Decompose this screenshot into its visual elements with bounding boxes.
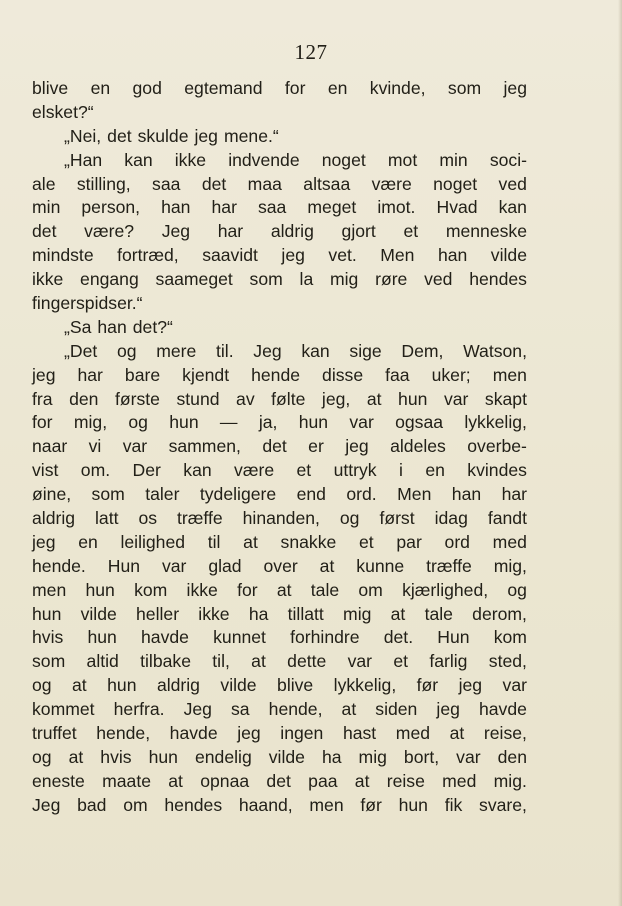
word: Der bbox=[132, 460, 161, 481]
word: han bbox=[437, 245, 468, 266]
word: vilde bbox=[490, 245, 527, 266]
word: og bbox=[128, 412, 148, 433]
word: bad bbox=[77, 794, 107, 815]
word: kom bbox=[493, 627, 527, 648]
word: av bbox=[236, 388, 255, 409]
word: stund bbox=[176, 388, 220, 409]
word: ja, bbox=[258, 412, 278, 433]
text-line bbox=[32, 196, 527, 220]
word: Dem, bbox=[401, 340, 444, 361]
word: øine, bbox=[32, 484, 72, 505]
word: blive bbox=[32, 78, 69, 98]
word: taler bbox=[145, 484, 180, 505]
word: tale bbox=[424, 603, 453, 624]
word: reise, bbox=[483, 723, 527, 744]
text-line bbox=[32, 650, 527, 674]
word: kunnet bbox=[213, 627, 266, 648]
word: ved bbox=[424, 269, 453, 290]
word: saameget bbox=[155, 269, 233, 290]
word: stilling, bbox=[76, 173, 131, 194]
word: mere bbox=[156, 340, 197, 361]
word: ord bbox=[444, 531, 470, 552]
word: at bbox=[449, 723, 465, 744]
word: først bbox=[379, 508, 415, 529]
word: har bbox=[211, 197, 237, 218]
word: ha bbox=[248, 603, 269, 624]
word: ikke bbox=[174, 149, 207, 170]
word: hun bbox=[107, 675, 137, 696]
word: herfra. bbox=[113, 699, 165, 720]
word: til, bbox=[212, 651, 230, 672]
word: mig. bbox=[493, 770, 527, 791]
word: det. bbox=[383, 627, 414, 648]
word: vist bbox=[32, 460, 59, 481]
word: „Sa bbox=[64, 316, 92, 337]
word: eneste bbox=[32, 770, 85, 791]
word: kan bbox=[301, 340, 330, 361]
word: være? bbox=[84, 221, 135, 242]
word: jeg bbox=[194, 125, 218, 146]
word: hun bbox=[298, 412, 329, 433]
word: paa bbox=[308, 770, 338, 791]
word: hun bbox=[398, 388, 428, 409]
word: aldrig bbox=[156, 675, 200, 696]
word: for bbox=[237, 579, 258, 600]
word: jeg bbox=[503, 78, 527, 98]
word: fandt bbox=[487, 508, 527, 529]
word: hun bbox=[169, 412, 199, 433]
word: at bbox=[68, 746, 84, 767]
word: med bbox=[442, 770, 477, 791]
word: bare bbox=[124, 364, 161, 385]
text-body bbox=[32, 77, 527, 818]
word: Hun bbox=[107, 555, 141, 576]
word: det?“ bbox=[132, 316, 173, 337]
word: havde bbox=[478, 699, 527, 720]
word: var bbox=[349, 412, 374, 433]
word: ikke bbox=[32, 269, 64, 290]
word: at bbox=[276, 579, 292, 600]
text-line bbox=[32, 770, 527, 794]
word: menneske bbox=[445, 221, 527, 242]
word: var bbox=[347, 651, 373, 672]
text-line bbox=[32, 340, 527, 364]
word: indvende bbox=[228, 149, 300, 170]
word: tilbake bbox=[140, 651, 191, 672]
word: men bbox=[492, 364, 527, 385]
text-line bbox=[32, 555, 527, 579]
word: mig, bbox=[493, 555, 527, 576]
word: første bbox=[114, 388, 160, 409]
word: det bbox=[107, 125, 132, 146]
text-line bbox=[32, 483, 527, 507]
text-line bbox=[32, 794, 527, 818]
word: latt bbox=[95, 508, 119, 529]
word: altid bbox=[86, 651, 119, 672]
text-line bbox=[32, 292, 527, 316]
word: meget bbox=[307, 197, 357, 218]
word: noget bbox=[321, 149, 366, 170]
word: kan bbox=[498, 197, 527, 218]
word: person, bbox=[81, 197, 141, 218]
word: kunne bbox=[356, 555, 405, 576]
text-line bbox=[32, 364, 527, 388]
word: Jeg bbox=[32, 794, 61, 815]
word: „Nei, bbox=[64, 125, 102, 146]
word: blive bbox=[277, 675, 314, 696]
word: et bbox=[359, 531, 374, 552]
word: uttryk bbox=[333, 460, 377, 481]
word: opnaa bbox=[200, 770, 250, 791]
word: maate bbox=[102, 770, 151, 791]
word: til. bbox=[215, 340, 234, 361]
text-line bbox=[32, 388, 527, 412]
word: med bbox=[492, 531, 527, 552]
word: snakke bbox=[280, 531, 337, 552]
word: gjort bbox=[341, 221, 376, 242]
word: ved bbox=[498, 173, 527, 194]
word: men bbox=[309, 794, 344, 815]
word: han bbox=[451, 484, 482, 505]
text-line bbox=[32, 603, 527, 627]
word: min bbox=[32, 197, 61, 218]
word: aldrig bbox=[32, 508, 76, 529]
word: ikke bbox=[186, 579, 218, 600]
word: mindste bbox=[32, 245, 94, 266]
word: derom, bbox=[472, 603, 527, 624]
word: leilighed bbox=[120, 531, 186, 552]
text-line bbox=[32, 626, 527, 650]
word: et bbox=[393, 651, 409, 672]
word: Jeg bbox=[161, 221, 191, 242]
word: mig bbox=[329, 269, 359, 290]
word: var bbox=[502, 675, 527, 696]
word: at bbox=[319, 555, 335, 576]
word: kvindes bbox=[467, 460, 527, 481]
word: den bbox=[497, 746, 527, 767]
text-line bbox=[32, 244, 527, 268]
word: har bbox=[501, 484, 527, 505]
word: kom bbox=[134, 579, 168, 600]
text-line bbox=[32, 77, 527, 101]
word: mene.“ bbox=[223, 125, 279, 146]
word: jeg bbox=[32, 531, 56, 552]
text-line bbox=[32, 746, 527, 770]
word: jeg bbox=[458, 675, 483, 696]
word: saavidt bbox=[202, 245, 258, 266]
word: hun bbox=[398, 794, 428, 815]
word: Men bbox=[397, 484, 432, 505]
text-line bbox=[32, 435, 527, 459]
word: hvis bbox=[100, 746, 132, 767]
word: overbe- bbox=[467, 436, 527, 457]
word: forhindre bbox=[290, 627, 360, 648]
word: er bbox=[308, 436, 324, 457]
word: fik bbox=[444, 794, 463, 815]
word: maa bbox=[247, 173, 282, 194]
word: havde bbox=[169, 723, 218, 744]
word: var bbox=[161, 555, 187, 576]
word: før bbox=[416, 675, 439, 696]
word: følte bbox=[271, 388, 306, 409]
word: var bbox=[122, 436, 148, 457]
word: som bbox=[91, 484, 125, 505]
word: den bbox=[69, 388, 99, 409]
word: reise bbox=[386, 770, 425, 791]
word: hendes bbox=[469, 269, 527, 290]
word: mot bbox=[387, 149, 418, 170]
word: glad bbox=[208, 555, 242, 576]
word: tale bbox=[310, 579, 340, 600]
word: hun bbox=[32, 603, 62, 624]
word: et bbox=[296, 460, 312, 481]
word: sige bbox=[349, 340, 382, 361]
word: hendes bbox=[164, 794, 223, 815]
word: for bbox=[284, 78, 306, 98]
word: engang bbox=[80, 269, 139, 290]
word: aldrig bbox=[270, 221, 314, 242]
word: kan bbox=[183, 460, 212, 481]
word: en bbox=[425, 460, 445, 481]
word: jeg bbox=[32, 364, 56, 385]
word: jeg bbox=[281, 245, 305, 266]
word: kommet bbox=[32, 699, 95, 720]
word: være bbox=[234, 460, 275, 481]
word: ord. bbox=[346, 484, 377, 505]
word: elsket?“ bbox=[32, 101, 94, 122]
word: før bbox=[360, 794, 382, 815]
word: end bbox=[296, 484, 326, 505]
text-line bbox=[32, 125, 527, 149]
word: at bbox=[251, 651, 266, 672]
word: Hvad bbox=[436, 197, 478, 218]
word: træffe bbox=[426, 555, 472, 576]
word: dette bbox=[287, 651, 327, 672]
word: lykkelig, bbox=[464, 412, 527, 433]
word: mig bbox=[358, 746, 387, 767]
word: Jeg bbox=[183, 699, 212, 720]
word: en bbox=[78, 531, 98, 552]
word: imot. bbox=[377, 197, 416, 218]
word: bort, bbox=[403, 746, 440, 767]
word: det bbox=[201, 173, 227, 194]
word: saa bbox=[152, 173, 181, 194]
word: hende bbox=[251, 364, 301, 385]
word: ingen bbox=[280, 723, 324, 744]
word: vilde bbox=[268, 746, 305, 767]
text-line bbox=[32, 698, 527, 722]
word: — bbox=[219, 412, 238, 433]
word: til bbox=[207, 531, 221, 552]
word: og bbox=[116, 340, 137, 361]
word: ikke bbox=[198, 603, 230, 624]
word: disse bbox=[322, 364, 364, 385]
word: os bbox=[138, 508, 158, 529]
word: sa bbox=[231, 699, 250, 720]
word: haand, bbox=[238, 794, 293, 815]
word: kan bbox=[124, 149, 153, 170]
word: at bbox=[366, 388, 382, 409]
word: i bbox=[399, 460, 403, 481]
text-line bbox=[32, 220, 527, 244]
word: jeg, bbox=[321, 388, 351, 409]
word: fortræd, bbox=[117, 245, 179, 266]
word: om bbox=[358, 579, 383, 600]
page-edge-shadow bbox=[618, 0, 622, 906]
word: at bbox=[72, 675, 87, 696]
word: at bbox=[341, 699, 357, 720]
word: havde bbox=[141, 627, 189, 648]
word: idag bbox=[434, 508, 468, 529]
word: for bbox=[32, 412, 53, 433]
word: jeg bbox=[237, 723, 261, 744]
page-number: 127 bbox=[294, 40, 328, 64]
word: hinanden, bbox=[242, 508, 320, 529]
text-line bbox=[32, 674, 527, 698]
word: om bbox=[123, 794, 148, 815]
word: det bbox=[262, 436, 287, 457]
word: en bbox=[327, 78, 348, 98]
word: par bbox=[396, 531, 422, 552]
word: hende, bbox=[268, 699, 323, 720]
text-line bbox=[32, 149, 527, 173]
word: træffe bbox=[177, 508, 223, 529]
text-line bbox=[32, 173, 527, 197]
word: mig, bbox=[73, 412, 108, 433]
word: som bbox=[447, 78, 482, 98]
word: hun bbox=[87, 627, 117, 648]
word: la bbox=[299, 269, 314, 290]
word: „Det bbox=[64, 340, 98, 361]
word: mig bbox=[343, 603, 372, 624]
word: endelig bbox=[194, 746, 252, 767]
word: var bbox=[443, 388, 469, 409]
word: fingerspidser.“ bbox=[32, 293, 143, 314]
word: om. bbox=[80, 460, 111, 481]
word: det bbox=[266, 770, 291, 791]
word: kjærlighed, bbox=[402, 579, 489, 600]
word: jeg bbox=[345, 436, 369, 457]
word: hun bbox=[85, 579, 115, 600]
word: uker; bbox=[431, 364, 471, 385]
word: vilde bbox=[220, 675, 257, 696]
word: han bbox=[97, 316, 127, 337]
word: og bbox=[339, 508, 360, 529]
word: noget bbox=[433, 173, 478, 194]
word: kjendt bbox=[182, 364, 230, 385]
word: at bbox=[390, 603, 406, 624]
word: vi bbox=[88, 436, 102, 457]
text-line bbox=[32, 268, 527, 292]
word: heller bbox=[136, 603, 180, 624]
word: tydeligere bbox=[199, 484, 277, 505]
word: som bbox=[249, 269, 283, 290]
word: skulde bbox=[137, 125, 189, 146]
word: egtemand bbox=[184, 78, 263, 98]
text-line bbox=[32, 459, 527, 483]
word: fra bbox=[32, 388, 53, 409]
word: hende, bbox=[96, 723, 151, 744]
word: som bbox=[32, 651, 66, 672]
word: min bbox=[439, 149, 468, 170]
word: kvinde, bbox=[369, 78, 426, 98]
word: og bbox=[32, 746, 52, 767]
word: har bbox=[217, 221, 244, 242]
word: sammen, bbox=[168, 436, 241, 457]
word: ale bbox=[32, 173, 56, 194]
word: vilde bbox=[80, 603, 117, 624]
word: „Han bbox=[64, 149, 103, 170]
word: vet. bbox=[328, 245, 357, 266]
word: og bbox=[32, 675, 52, 696]
word: at bbox=[243, 531, 258, 552]
word: lykkelig, bbox=[333, 675, 397, 696]
word: hende. bbox=[32, 555, 86, 576]
word: et bbox=[403, 221, 419, 242]
word: at bbox=[354, 770, 370, 791]
word: jeg bbox=[436, 699, 460, 720]
word: med bbox=[395, 723, 431, 744]
word: aldeles bbox=[390, 436, 446, 457]
text-line bbox=[32, 507, 527, 531]
word: hun bbox=[148, 746, 178, 767]
text-line bbox=[32, 411, 527, 435]
word: det bbox=[32, 221, 57, 242]
word: men bbox=[32, 579, 67, 600]
word: Men bbox=[380, 245, 415, 266]
word: soci- bbox=[489, 149, 527, 170]
word: faa bbox=[385, 364, 410, 385]
word: god bbox=[132, 78, 162, 98]
text-line bbox=[32, 722, 527, 746]
text-line bbox=[32, 316, 527, 340]
word: og bbox=[507, 579, 527, 600]
word: siden bbox=[375, 699, 418, 720]
word: naar bbox=[32, 436, 68, 457]
word: svare, bbox=[479, 794, 527, 815]
word: en bbox=[90, 78, 111, 98]
word: over bbox=[263, 555, 298, 576]
word: røre bbox=[375, 269, 408, 290]
word: ogsaa bbox=[395, 412, 444, 433]
word: saa bbox=[257, 197, 287, 218]
word: hast bbox=[342, 723, 377, 744]
word: truffet bbox=[32, 723, 77, 744]
word: tillatt bbox=[287, 603, 324, 624]
word: altsaa bbox=[303, 173, 351, 194]
word: var bbox=[456, 746, 481, 767]
word: ha bbox=[321, 746, 342, 767]
text-line bbox=[32, 579, 527, 603]
word: han bbox=[161, 197, 191, 218]
word: hvis bbox=[32, 627, 64, 648]
word: skapt bbox=[484, 388, 527, 409]
text-line bbox=[32, 101, 527, 125]
word: Hun bbox=[437, 627, 470, 648]
word: har bbox=[77, 364, 103, 385]
word: Watson, bbox=[463, 340, 527, 361]
word: Jeg bbox=[253, 340, 282, 361]
text-line bbox=[32, 531, 527, 555]
word: farlig bbox=[429, 651, 468, 672]
word: være bbox=[371, 173, 412, 194]
word: at bbox=[168, 770, 183, 791]
word: sted, bbox=[488, 651, 527, 672]
